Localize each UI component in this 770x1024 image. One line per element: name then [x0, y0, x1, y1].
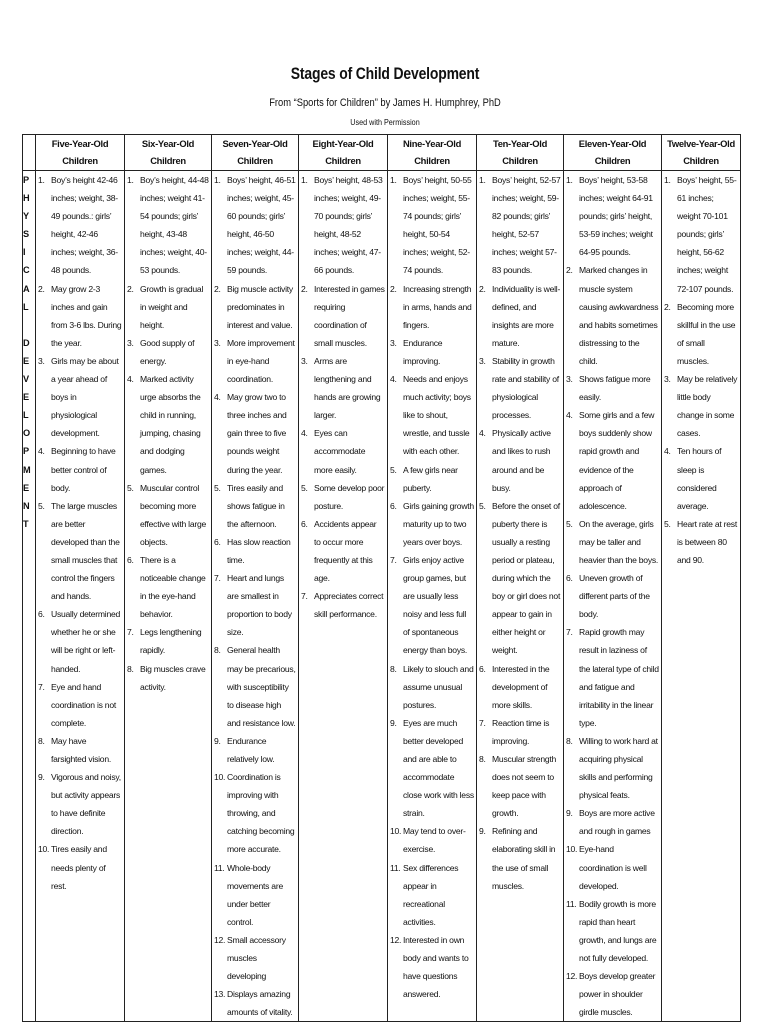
- item-text: Becoming more skillful in the use of small muscles.: [677, 301, 736, 366]
- development-item: [299, 280, 387, 352]
- development-item: [388, 859, 476, 931]
- item-number: 10.: [390, 826, 402, 837]
- item-number: 1.: [479, 175, 486, 185]
- item-number: 4.: [214, 392, 221, 403]
- side-label-letter: P: [23, 175, 30, 185]
- item-number: 2.: [566, 265, 573, 276]
- item-number: 1.: [664, 175, 671, 185]
- item-number: 4.: [38, 446, 45, 457]
- development-item: [212, 931, 298, 985]
- side-label-letter: S: [23, 229, 30, 240]
- item-text: Boys’ height, 52-57 inches; weight, 59-82 pounds; girls’ height, 52-57 inches; weight 57-83 pounds.: [492, 175, 561, 276]
- item-text: On the average, girls may be taller and heavier than the boys.: [579, 518, 659, 565]
- column-cell-nine: [388, 171, 477, 1022]
- side-label-letter: N: [23, 500, 30, 511]
- side-label-letter: P: [23, 446, 30, 457]
- development-item: [299, 587, 387, 623]
- column-header: Twelve-Year-Old Children: [662, 135, 741, 171]
- development-item: [564, 623, 661, 732]
- item-text: General health may be precarious, with susceptibility to disease high and resistance low.: [227, 645, 296, 728]
- development-item: [388, 370, 476, 460]
- item-number: 7.: [566, 627, 573, 638]
- item-number: 5.: [127, 482, 134, 493]
- item-text: Small accessory muscles developing: [227, 934, 286, 982]
- item-number: 3.: [390, 337, 397, 348]
- document-subtitle: From “Sports for Children” by James H. Humphrey, PhD: [269, 97, 501, 109]
- development-item: [212, 171, 298, 280]
- item-number: 6.: [301, 518, 308, 529]
- development-item: [212, 732, 298, 768]
- development-item: [299, 171, 387, 280]
- development-item: [36, 768, 124, 840]
- item-number: 2.: [127, 283, 134, 294]
- development-item: [477, 714, 563, 750]
- item-text: Eyes are much better developed and are able to accommodate close work with less strain.: [403, 717, 474, 819]
- column-cell-seven: [212, 171, 299, 1022]
- side-label-letter: H: [23, 193, 30, 204]
- item-number: 6.: [390, 500, 397, 511]
- item-number: 11.: [566, 898, 577, 909]
- item-number: 3.: [214, 337, 221, 348]
- development-item: [212, 859, 298, 931]
- column-header: Seven-Year-Old Children: [212, 135, 299, 171]
- item-text: Boys’ height, 50-55 inches; weight, 55-74 pounds; girls’ height, 50-54 inches; weight, 52-74 pounds.: [403, 175, 472, 276]
- development-item: [662, 298, 740, 370]
- column-cell-ten: [477, 171, 564, 1022]
- item-text: Ten hours of sleep is considered average.: [677, 446, 722, 511]
- development-item: [125, 660, 211, 696]
- item-text: Shows fatigue more easily.: [579, 374, 651, 403]
- item-text: Beginning to have better control of body.: [51, 446, 116, 493]
- development-item: [564, 171, 661, 261]
- item-number: 4.: [127, 374, 134, 385]
- item-number: 8.: [127, 663, 134, 674]
- development-item: [125, 479, 211, 551]
- item-text: Big muscles crave activity.: [140, 663, 206, 692]
- side-label-letter: C: [23, 265, 30, 276]
- column-cell-eleven: [564, 171, 662, 1022]
- development-item: [212, 533, 298, 569]
- item-number: 8.: [214, 645, 221, 656]
- development-item: [564, 370, 661, 406]
- side-label-letter: O: [23, 428, 31, 439]
- item-text: Girls enjoy active group games, but are usually less noisy and less full of spontaneous energy than boys.: [403, 554, 468, 656]
- development-item: [125, 623, 211, 659]
- side-label-letter: A: [23, 283, 30, 294]
- item-text: May be relatively little body change in some cases.: [677, 374, 738, 439]
- item-number: 1.: [38, 175, 45, 185]
- item-number: 4.: [566, 410, 573, 421]
- item-text: Some develop poor posture.: [314, 482, 385, 511]
- development-item: [388, 334, 476, 370]
- item-text: Reaction time is improving.: [492, 717, 550, 746]
- item-text: Boys are more active and rough in games: [579, 808, 655, 837]
- item-number: 7.: [214, 573, 221, 584]
- development-item: [477, 424, 563, 496]
- development-item: [388, 660, 476, 714]
- item-text: Marked changes in muscle system causing awkwardness and habits sometimes distressing to the child.: [579, 265, 659, 366]
- development-item: [212, 641, 298, 731]
- development-item: [36, 605, 124, 677]
- development-item: [212, 569, 298, 641]
- item-number: 9.: [479, 826, 486, 837]
- item-number: 5.: [664, 518, 671, 529]
- item-number: 12.: [566, 971, 578, 982]
- development-item: [564, 406, 661, 515]
- item-text: Needs and enjoys much activity; boys like to shout, wrestle, and tussle with each other.: [403, 374, 471, 457]
- side-label-letter: M: [23, 464, 31, 475]
- item-text: Physically active and likes to rush around and be busy.: [492, 428, 551, 493]
- development-item: [477, 352, 563, 424]
- side-label-letter: D: [23, 337, 30, 348]
- item-number: 2.: [390, 283, 397, 294]
- development-item: [662, 171, 740, 298]
- item-text: Bodily growth is more rapid than heart growth, and lungs are not fully developed.: [579, 898, 657, 964]
- column-cell-twelve: [662, 171, 741, 1022]
- development-item: [564, 515, 661, 569]
- item-number: 5.: [214, 482, 221, 493]
- development-item: [299, 515, 387, 587]
- column-header: Ten-Year-Old Children: [477, 135, 564, 171]
- item-number: 2.: [301, 283, 308, 294]
- development-item: [36, 171, 124, 280]
- item-text: Sex differences appear in recreational activities.: [403, 862, 459, 927]
- column-cell-eight: [299, 171, 388, 1022]
- item-number: 3.: [479, 355, 486, 366]
- item-text: Endurance relatively low.: [227, 735, 275, 764]
- item-text: Likely to slouch and assume unusual postures.: [403, 663, 474, 710]
- item-number: 3.: [38, 355, 45, 366]
- item-number: 4.: [390, 374, 397, 385]
- item-number: 13.: [214, 989, 226, 1000]
- item-number: 10.: [38, 844, 50, 855]
- item-number: 2.: [664, 301, 671, 312]
- side-label-letter: I: [23, 247, 26, 258]
- item-text: Usually determined whether he or she will be right or left-handed.: [51, 609, 121, 674]
- item-text: Eye and hand coordination is not complete.: [51, 681, 116, 728]
- development-item: [477, 280, 563, 352]
- item-number: 6.: [214, 536, 221, 547]
- header-row: [23, 135, 741, 171]
- permission-note: Used with Permission: [350, 117, 420, 127]
- item-text: Rapid growth may result in laziness of the lateral type of child and fatigue and irritability in the linear type.: [579, 627, 659, 728]
- development-item: [36, 442, 124, 496]
- development-item: [36, 678, 124, 732]
- development-item: [212, 280, 298, 334]
- item-number: 1.: [566, 175, 573, 185]
- development-item: [388, 822, 476, 858]
- item-number: 10.: [566, 844, 578, 855]
- item-text: Muscular strength does not seem to keep pace with growth.: [492, 754, 557, 819]
- development-item: [299, 424, 387, 478]
- item-number: 5.: [301, 482, 308, 493]
- development-item: [662, 442, 740, 514]
- item-text: Interested in the development of more skills.: [492, 663, 550, 710]
- development-item: [477, 822, 563, 894]
- development-item: [388, 551, 476, 660]
- item-number: 1.: [127, 175, 134, 185]
- item-text: Legs lengthening rapidly.: [140, 627, 202, 656]
- development-item: [477, 497, 563, 660]
- item-text: Tires easily and shows fatigue in the afternoon.: [227, 482, 285, 529]
- item-number: 12.: [390, 934, 402, 945]
- column-header: Five-Year-Old Children: [36, 135, 125, 171]
- development-item: [564, 569, 661, 623]
- item-number: 8.: [38, 735, 45, 746]
- development-table: [22, 134, 741, 1022]
- item-number: 7.: [301, 591, 308, 602]
- side-label-gap: [23, 316, 35, 334]
- item-text: May tend to over-exercise.: [403, 826, 466, 855]
- item-text: Boys’ height, 46-51 inches; weight, 45-60 pounds; girls’ height, 46-50 inches; weight, 44-59 pounds.: [227, 175, 296, 276]
- item-number: 5.: [38, 500, 45, 511]
- development-item: [388, 931, 476, 1003]
- item-text: Individuality is well-defined, and insights are more mature.: [492, 283, 561, 348]
- item-number: 2.: [214, 283, 221, 294]
- item-text: May grow 2-3 inches and gain from 3-6 lbs. During the year.: [51, 283, 122, 348]
- development-item: [36, 840, 124, 894]
- document-title: Stages of Child Development: [290, 64, 480, 83]
- item-number: 6.: [38, 609, 45, 620]
- column-header: Eleven-Year-Old Children: [564, 135, 662, 171]
- development-item: [36, 497, 124, 606]
- development-item: [388, 714, 476, 823]
- item-number: 4.: [301, 428, 308, 439]
- item-text: Displays amazing amounts of vitality.: [227, 989, 293, 1018]
- item-text: Marked activity urge absorbs the child in running, jumping, chasing and dodging games.: [140, 374, 201, 475]
- item-text: There is a noticeable change in the eye-hand behavior.: [140, 554, 206, 620]
- column-cell-five: [36, 171, 125, 1022]
- item-text: Before the onset of puberty there is usually a resting period or plateau, during which the boy or girl does not appear to gain in either height or weight.: [492, 500, 561, 656]
- item-text: Whole-body movements are under better control.: [227, 862, 283, 927]
- item-text: Accidents appear to occur more frequently at this age.: [314, 518, 377, 584]
- development-item: [477, 660, 563, 714]
- development-item: [125, 551, 211, 623]
- item-number: 7.: [390, 554, 397, 565]
- item-text: Stability in growth rate and stability of physiological processes.: [492, 355, 559, 421]
- item-text: Girls gaining growth maturity up to two years over boys.: [403, 500, 474, 547]
- development-item: [564, 895, 661, 967]
- item-text: May have farsighted vision.: [51, 735, 111, 764]
- side-label-letter: V: [23, 374, 30, 385]
- item-text: Eye-hand coordination is well developed.: [579, 844, 647, 891]
- item-number: 2.: [38, 283, 45, 294]
- item-number: 7.: [127, 627, 134, 638]
- item-text: Muscular control becoming more effective with large objects.: [140, 482, 207, 547]
- item-number: 3.: [566, 374, 573, 385]
- item-text: Boys develop greater power in shoulder girdle muscles.: [579, 971, 656, 1018]
- item-text: Appreciates correct skill performance.: [314, 591, 384, 620]
- item-number: 7.: [38, 681, 45, 692]
- item-text: Willing to work hard at acquiring physical skills and performing physical feats.: [579, 735, 658, 801]
- item-text: Some girls and a few boys suddenly show rapid growth and evidence of the approach of adolescence.: [579, 410, 655, 511]
- item-number: 10.: [214, 772, 226, 783]
- item-text: Growth is gradual in weight and height.: [140, 283, 204, 330]
- item-number: 11.: [390, 862, 401, 873]
- development-item: [36, 280, 124, 352]
- item-text: Interested in own body and wants to have questions answered.: [403, 934, 469, 1000]
- development-item: [212, 388, 298, 478]
- item-text: Vigorous and noisy, but activity appears to have definite direction.: [51, 772, 121, 837]
- item-text: Tires easily and needs plenty of rest.: [51, 844, 107, 891]
- development-item: [564, 261, 661, 370]
- item-number: 2.: [479, 283, 486, 294]
- corner-cell: [23, 135, 36, 171]
- side-label-letter: E: [23, 392, 30, 403]
- development-item: [125, 171, 211, 280]
- item-number: 6.: [127, 554, 134, 565]
- item-text: Interested in games requiring coordination of small muscles.: [314, 283, 385, 348]
- development-item: [477, 171, 563, 280]
- item-text: Boys’ height, 55-61 inches; weight 70-101 pounds; girls’ height, 56-62 inches; weight 72-107 pounds.: [677, 175, 737, 294]
- item-text: Boy’s height, 44-48 inches; weight 41-54 pounds; girls’ height, 43-48 inches; weight, 40-53 pounds.: [140, 175, 209, 276]
- development-item: [388, 497, 476, 551]
- item-text: Has slow reaction time.: [227, 536, 291, 565]
- item-number: 5.: [479, 500, 486, 511]
- item-text: Big muscle activity predominates in interest and value.: [227, 283, 293, 330]
- development-item: [299, 479, 387, 515]
- item-number: 6.: [479, 663, 486, 674]
- development-item: [36, 352, 124, 442]
- body-row: [23, 171, 741, 1022]
- development-item: [125, 370, 211, 479]
- development-item: [388, 171, 476, 280]
- item-number: 3.: [301, 355, 308, 366]
- item-text: Coordination is improving with throwing, and catching becoming more accurate.: [227, 772, 295, 855]
- item-text: Heart rate at rest is between 80 and 90.: [677, 518, 737, 565]
- item-text: Eyes can accommodate more easily.: [314, 428, 366, 475]
- item-number: 8.: [390, 663, 397, 674]
- item-text: The large muscles are better developed than the small muscles that control the fingers and hands.: [51, 500, 120, 602]
- development-item: [388, 280, 476, 334]
- item-number: 3.: [664, 374, 671, 385]
- item-text: A few girls near puberty.: [403, 464, 458, 493]
- item-text: More improvement in eye-hand coordination.: [227, 337, 295, 385]
- development-item: [662, 370, 740, 442]
- side-label-letter: Y: [23, 211, 30, 222]
- development-item: [477, 750, 563, 822]
- development-item: [564, 732, 661, 804]
- development-item: [299, 352, 387, 424]
- item-number: 9.: [566, 808, 573, 819]
- column-cell-six: [125, 171, 212, 1022]
- development-item: [212, 334, 298, 388]
- development-item: [212, 985, 298, 1021]
- item-text: Increasing strength in arms, hands and fingers.: [403, 283, 472, 330]
- item-text: Uneven growth of different parts of the body.: [579, 573, 650, 620]
- development-item: [212, 768, 298, 858]
- item-text: Arms are lengthening and hands are growing larger.: [314, 355, 381, 421]
- development-item: [564, 804, 661, 840]
- development-item: [36, 732, 124, 768]
- item-number: 9.: [214, 735, 221, 746]
- item-number: 3.: [127, 337, 134, 348]
- side-label-letter: L: [23, 410, 29, 421]
- side-label-letter: T: [23, 518, 29, 529]
- item-number: 5.: [566, 518, 573, 529]
- item-number: 12.: [214, 934, 226, 945]
- development-item: [662, 515, 740, 569]
- item-text: Boy’s height 42-46 inches; weight, 38-49 pounds.: girls’ height, 42-46 inches; weight, 36-48 pounds.: [51, 175, 118, 276]
- item-text: Good supply of energy.: [140, 337, 195, 366]
- side-label-letter: L: [23, 301, 29, 312]
- item-text: Endurance improving.: [403, 337, 443, 366]
- item-text: May grow two to three inches and gain three to five pounds weight during the year.: [227, 392, 287, 475]
- item-number: 8.: [566, 735, 573, 746]
- item-number: 6.: [566, 573, 573, 584]
- item-number: 1.: [390, 175, 397, 185]
- item-text: Girls may be about a year ahead of boys in physiological development.: [51, 355, 119, 439]
- item-number: 4.: [664, 446, 671, 457]
- item-number: 7.: [479, 717, 486, 728]
- column-header: Eight-Year-Old Children: [299, 135, 388, 171]
- development-item: [125, 280, 211, 334]
- development-item: [212, 479, 298, 533]
- item-number: 1.: [214, 175, 221, 185]
- item-text: Boys’ height, 48-53 inches; weight, 49-70 pounds; girls’ height, 48-52 inches; weight, 47-66 pounds.: [314, 175, 383, 276]
- development-item: [564, 967, 661, 1021]
- item-number: 11.: [214, 862, 225, 873]
- item-number: 9.: [38, 772, 45, 783]
- item-text: Boys’ height, 53-58 inches; weight 64-91 pounds; girls’ height, 53-59 inches; weight 64-95 pounds.: [579, 175, 653, 258]
- physical-development-label: [23, 171, 36, 1022]
- item-text: Refining and elaborating skill in the use of small muscles.: [492, 826, 556, 891]
- item-number: 9.: [390, 717, 397, 728]
- item-number: 8.: [479, 754, 486, 764]
- column-header: Nine-Year-Old Children: [388, 135, 477, 171]
- item-text: Heart and lungs are smallest in proportion to body size.: [227, 573, 292, 638]
- side-label-letter: E: [23, 482, 30, 493]
- item-number: 4.: [479, 428, 486, 439]
- side-label-letter: E: [23, 355, 30, 366]
- development-item: [388, 461, 476, 497]
- item-number: 1.: [301, 175, 308, 185]
- column-header: Six-Year-Old Children: [125, 135, 212, 171]
- development-item: [564, 840, 661, 894]
- item-number: 5.: [390, 464, 397, 475]
- development-item: [125, 334, 211, 370]
